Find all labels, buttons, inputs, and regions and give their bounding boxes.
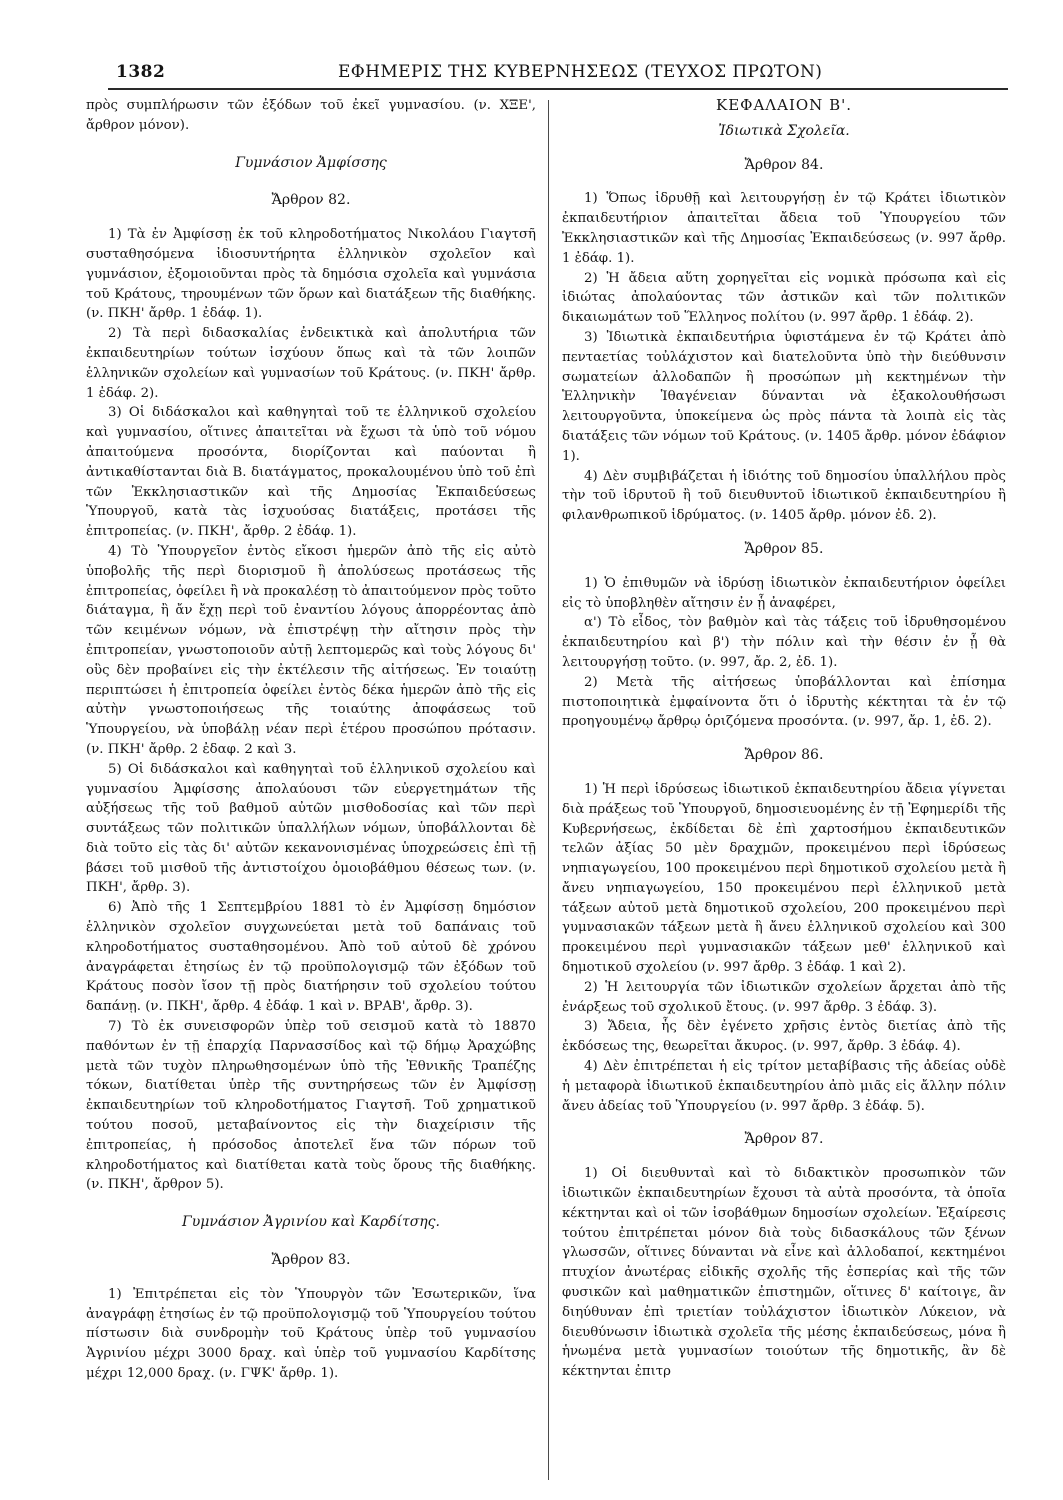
header-rule — [108, 88, 1008, 90]
right-column — [562, 96, 1006, 1382]
running-title: ΕΦΗΜΕΡΙΣ ΤΗΣ ΚΥΒΕΡΝΗΣΕΩΣ (ΤΕΥΧΟΣ ΠΡΩΤΟΝ) — [338, 62, 823, 82]
article-82-par-5: 5) Οἱ διδάσκαλοι καὶ καθηγηταὶ τοῦ ἑλληνικοῦ σχολείου καὶ γυμνασίου Ἀμφίσσης ἀπολαύουσι τῶν εὐεργετημάτων τῆς αὐξήσεως τῆς τοῦ βαθμοῦ αὐτῶν μισθοδοσίας καὶ τῶν περὶ συντάξεως τῶν πολιτικῶν ὑπαλλήλων νόμων, ὑποβάλλονται δὲ διὰ τοῦτο εἰς τὰς δι' αὐτῶν κεκανονισμένας ὑποχρεώσεις ἐπὶ τῇ βάσει τοῦ μισθοῦ τῆς ἀντιστοίχου ὁμοιοβάθμου θέσεως των. (ν. ΠΚΗ', ἄρθρ. 3). — [86, 761, 536, 896]
article-82-par-6: 6) Ἀπὸ τῆς 1 Σεπτεμβρίου 1881 τὸ ἐν Ἀμφίσσῃ δημόσιον ἑλληνικὸν σχολεῖον συγχωνεύεται μετὰ τοῦ δαπάναις τοῦ κληροδοτήματος συσταθησομένου. Ἀπὸ τοῦ αὐτοῦ δὲ χρόνου ἀναγράφεται ἐτησίως ἐν τῷ προϋπολογισμῷ τῶν ἐξόδων τοῦ Κράτους ποσὸν ἴσον τῇ πρὸς διατήρησιν τοῦ σχολείου τούτου δαπάνῃ. (ν. ΠΚΗ', ἄρθρ. 4 ἐδάφ. 1 καὶ ν. ΒΡΑΒ', ἄρθρ. 3). — [86, 900, 536, 1015]
article-82-par-1: 1) Τὰ ἐν Ἀμφίσσῃ ἐκ τοῦ κληροδοτήματος Νικολάου Γιαγτσῆ συσταθησόμενα ἰδιοσυντήρητα ἑλληνικὸν σχολεῖον καὶ γυμνάσιον, ἐξομοιοῦνται πρὸς τὰ δημόσια σχολεῖα καὶ γυμνάσια τοῦ Κράτους, τηρουμένων τῶν ὅρων καὶ διατάξεων τῆς διαθήκης. (ν. ΠΚΗ' ἄρθρ. 1 ἐδάφ. 1). — [86, 227, 536, 322]
page-header — [78, 48, 1008, 90]
article-85-par-1a: α') Τὸ εἶδος, τὸν βαθμὸν καὶ τὰς τάξεις τοῦ ἱδρυθησομένου ἐκπαιδευτηρίου καὶ β') τὴν πόλιν καὶ τὴν θέσιν ἐν ᾗ θὰ λειτουργήσῃ τοῦτο. (ν. 997, ἄρ. 2, ἐδ. 1). — [562, 615, 1006, 670]
chapter-title: ΚΕΦΑΛΑΙΟΝ Β'. — [716, 96, 852, 114]
page-number: 1382 — [116, 62, 166, 82]
article-83-par-1: 1) Ἐπιτρέπεται εἰς τὸν Ὑπουργὸν τῶν Ἐσωτερικῶν, ἵνα ἀναγράφῃ ἐτησίως ἐν τῷ προϋπολογισμῷ τοῦ Ὑπουργείου τούτου πίστωσιν διὰ συνδρομὴν τοῦ Κράτους ὑπὲρ τοῦ γυμνασίου Ἀγρινίου μέχρι 3000 δραχ. καὶ ὑπὲρ τοῦ γυμνασίου Καρδίτσης μέχρι 12,000 δραχ. (ν. ΓΨΚ' ἄρθρ. 1). — [86, 1286, 536, 1382]
article-86-par-3: 3) Ἄδεια, ἧς δὲν ἐγένετο χρῆσις ἐντὸς διετίας ἀπὸ τῆς ἐκδόσεως της, θεωρεῖται ἄκυρος. (ν. 997, ἄρθρ. 3 ἐδάφ. 4). — [562, 1019, 1006, 1055]
section-title-amfissa: Γυμνάσιον Ἀμφίσσης — [235, 154, 387, 171]
article-85-title: Ἄρθρον 85. — [744, 540, 824, 557]
left-column — [86, 96, 536, 1384]
article-87-par-1: 1) Οἱ διευθυνταὶ καὶ τὸ διδακτικὸν προσωπικὸν τῶν ἰδιωτικῶν ἐκπαιδευτηρίων ἔχουσι τὰ αὐτὰ προσόντα, τὰ ὁποῖα κέκτηνται καὶ οἱ τῶν ἰσοβάθμων δημοσίων σχολείων. Ἐξαίρεσις τούτου ἐπιτρέπεται μόνον διὰ τοὺς διδασκάλους τῶν ξένων γλωσσῶν, οἵτινες δύνανται νὰ εἶνε καὶ ἀλλοδαποί, κεκτημένοι πτυχίον ἀνωτέρας εἰδικῆς σχολῆς τῆς ἑσπερίας καὶ τῆς τῶν φυσικῶν καὶ μαθηματικῶν ἐπιστημῶν, οἵτινες δ' καίτοιγε, ἂν διηύθυναν ἐπὶ τριετίαν τοὐλάχιστον ἰδιωτικὸν Λύκειον, νὰ διευθύνωσιν ἰδιωτικὰ σχολεῖα τῆς μέσης ἐκπαιδεύσεως, μόνα ἢ ἡνωμένα μετὰ γυμνασίων τοιούτων τῆς δημοτικῆς, ἂν δὲ κέκτηνται ἐπιτρ — [562, 1166, 1006, 1380]
article-84-par-2: 2) Ἡ ἄδεια αὕτη χορηγεῖται εἰς νομικὰ πρόσωπα καὶ εἰς ἰδιώτας ἀπολαύοντας τῶν ἀστικῶν καὶ τῶν πολιτικῶν δικαιωμάτων τοῦ Ἕλληνος πολίτου (ν. 997 ἄρθρ. 1 ἐδάφ. 2). — [562, 270, 1006, 326]
article-86-par-4: 4) Δὲν ἐπιτρέπεται ἡ εἰς τρίτον μεταβίβασις τῆς ἀδείας οὐδὲ ἡ μεταφορὰ ἰδιωτικοῦ ἐκπαιδευτηρίου ἀπὸ μιᾶς εἰς ἄλλην πόλιν ἄνευ ἀδείας τοῦ Ὑπουργείου (ν. 997 ἄρθρ. 3 ἐδάφ. 5). — [562, 1059, 1006, 1114]
article-82-par-4: 4) Τὸ Ὑπουργεῖον ἐντὸς εἴκοσι ἡμερῶν ἀπὸ τῆς εἰς αὐτὸ ὑποβολῆς τῆς περὶ διορισμοῦ ἢ ἀπολύσεως προτάσεως τῆς ἐπιτροπείας, ὀφείλει ἢ νὰ προκαλέσῃ τὸ ἀπαιτούμενον πρὸς τοῦτο διάταγμα, ἢ ἄν ἔχῃ περὶ τοῦ ἐναντίου λόγους ἀπορρέοντας ἀπὸ τῶν κειμένων νόμων, νὰ ἐπιστρέψῃ τὴν αἴτησιν πρὸς τὴν ἐπιτροπείαν, γνωστοποιοῦν αὐτῇ λεπτομερῶς καὶ τοὺς λόγους δι' οὓς δὲν προβαίνει εἰς τὴν ἐκτέλεσιν τῆς αἰτήσεως. Ἐν τοιαύτῃ περιπτώσει ἡ ἐπιτροπεία ὀφείλει ἐντὸς δέκα ἡμερῶν ἀπὸ τῆς εἰς αὐτὴν γνωστοποιήσεως τῆς τοιαύτης ἀποφάσεως τοῦ Ὑπουργείου, νὰ ὑποβάλῃ νέαν περὶ ἑτέρου προσώπου πρότασιν. (ν. ΠΚΗ' ἄρθρ. 2 ἐδαφ. 2 καὶ 3. — [86, 543, 536, 757]
article-85-par-1: 1) Ὁ ἐπιθυμῶν νὰ ἱδρύσῃ ἰδιωτικὸν ἐκπαιδευτήριον ὀφείλει εἰς τὸ ὑποβληθὲν αἴτησιν ἐν ᾗ ἀναφέρει, — [562, 575, 1006, 611]
article-84-par-4: 4) Δὲν συμβιβάζεται ἡ ἰδιότης τοῦ δημοσίου ὑπαλλήλου πρὸς τὴν τοῦ ἱδρυτοῦ ἢ τοῦ διευθυντοῦ ἰδιωτικοῦ ἐκπαιδευτηρίου ἢ φιλανθρωπικοῦ ἱδρύματος. (ν. 1405 ἄρθρ. μόνον ἐδ. 2). — [562, 468, 1006, 524]
article-84-par-3: 3) Ἰδιωτικὰ ἐκπαιδευτήρια ὑφιστάμενα ἐν τῷ Κράτει ἀπὸ πενταετίας τοὐλάχιστον καὶ διατελοῦντα ὑπὸ τὴν διεύθυνσιν σωματείων ἀλλοδαπῶν ἢ προσώπων μὴ κεκτημένων τὴν Ἑλληνικὴν Ἰθαγένειαν δύνανται νὰ ἐξακολουθήσωσι λειτουργοῦντα, ὑποκείμενα ὡς πρὸς πάντα τὰ λοιπὰ εἰς τὰς διατάξεις τῶν νόμων τοῦ Κράτους. (ν. 1405 ἄρθρ. μόνον ἐδάφιον 1). — [562, 329, 1006, 464]
article-84-par-1: 1) Ὅπως ἱδρυθῇ καὶ λειτουργήσῃ ἐν τῷ Κράτει ἰδιωτικὸν ἐκπαιδευτήριον ἀπαιτεῖται ἄδεια τοῦ Ὑπουργείου τῶν Ἐκκλησιαστικῶν καὶ τῆς Δημοσίας Ἐκπαιδεύσεως (ν. 997 ἄρθρ. 1 ἐδάφ. 1). — [562, 191, 1006, 266]
article-87-title: Ἄρθρον 87. — [744, 1131, 824, 1148]
article-82-par-2: 2) Τὰ περὶ διδασκαλίας ἐνδεικτικὰ καὶ ἀπολυτήρια τῶν ἐκπαιδευτηρίων τούτων ἰσχύουν ὅπως καὶ τὰ τῶν λοιπῶν ἑλληνικῶν σχολείων καὶ γυμνασίων τοῦ Κράτους. (ν. ΠΚΗ' ἄρθρ. 1 ἐδάφ. 2). — [86, 326, 536, 401]
article-82-par-3: 3) Οἱ διδάσκαλοι καὶ καθηγηταὶ τοῦ τε ἑλληνικοῦ σχολείου καὶ γυμνασίου, οἵτινες ἀπαιτεῖται νὰ ἔχωσι τὰ ὑπὸ τοῦ νόμου ἀπαιτούμενα προσόντα, διορίζονται καὶ παύονται ἢ ἀντικαθίστανται διὰ Β. διατάγματος, προκαλουμένου ὑπὸ τοῦ ἐπὶ τῶν Ἐκκλησιαστικῶν καὶ τῆς Δημοσίας Ἐκπαιδεύσεως Ὑπουργοῦ, κατὰ τὰς ἰσχυούσας διατάξεις, προτάσει τῆς ἐπιτροπείας. (ν. ΠΚΗ', ἄρθρ. 2 ἐδάφ. 1). — [86, 405, 536, 540]
article-86-title: Ἄρθρον 86. — [744, 747, 824, 764]
article-82-par-7: 7) Τὸ ἐκ συνεισφορῶν ὑπὲρ τοῦ σεισμοῦ κατὰ τὸ 18870 παθόντων ἐν τῇ ἐπαρχίᾳ Παρνασσίδος καὶ τῷ δήμῳ Ἀραχώβης μετὰ τῶν τυχὸν πληρωθησομένων ὑπὸ τῆς Ἐθνικῆς Τραπέζης τόκων, διατίθεται ὑπὲρ τῆς συντηρήσεως τῶν ἐν Ἀμφίσσῃ ἐκπαιδευτηρίων τοῦ κληροδοτήματος Γιαγτσῆ. Τοῦ χρηματικοῦ τούτου ποσοῦ, μεταβαίνοντος εἰς τὴν διαχείρισιν τῆς ἐπιτροπείας, ἡ πρόσοδος ἀποτελεῖ ἕνα τῶν πόρων τοῦ κληροδοτήματος καὶ διατίθεται κατὰ τοὺς ὅρους τῆς διαθήκης. (ν. ΠΚΗ', ἄρθρον 5). — [86, 1019, 536, 1193]
article-82-title: Ἄρθρον 82. — [271, 192, 351, 209]
article-84-title: Ἄρθρον 84. — [744, 156, 824, 173]
article-85-par-2: 2) Μετὰ τῆς αἰτήσεως ὑποβάλλονται καὶ ἐπίσημα πιστοποιητικὰ ἐμφαίνοντα ὅτι ὁ ἱδρυτὴς κέκτηται τὰ ἐν τῷ προηγουμένῳ ἄρθρῳ ὁριζόμενα προσόντα. (ν. 997, ἄρ. 1, ἐδ. 2). — [562, 674, 1006, 730]
intro-paragraph: πρὸς συμπλήρωσιν τῶν ἐξόδων τοῦ ἐκεῖ γυμνασίου. (ν. ΧΞΕ', ἄρθρον μόνον). — [86, 98, 536, 133]
section-title-agrinio: Γυμνάσιον Ἀγρινίου καὶ Καρδίτσης. — [182, 1214, 440, 1231]
article-86-par-2: 2) Ἡ λειτουργία τῶν ἰδιωτικῶν σχολείων ἄρχεται ἀπὸ τῆς ἐνάρξεως τοῦ σχολικοῦ ἔτους. (ν. 997 ἄρθρ. 3 ἐδάφ. 3). — [562, 979, 1006, 1015]
column-divider — [548, 100, 549, 1480]
chapter-subtitle: Ἰδιωτικὰ Σχολεῖα. — [718, 122, 850, 139]
article-83-title: Ἄρθρον 83. — [271, 1252, 351, 1269]
article-86-par-1: 1) Ἡ περὶ ἱδρύσεως ἰδιωτικοῦ ἐκπαιδευτηρίου ἄδεια γίγνεται διὰ πράξεως τοῦ Ὑπουργοῦ, δημοσιευομένης ἐν τῇ Ἐφημερίδι τῆς Κυβερνήσεως, ἐκδίδεται δὲ ἐπὶ χαρτοσήμου ἐκπαιδευτικῶν τελῶν ἀξίας 50 μὲν δραχμῶν, προκειμένου περὶ ἱδρύσεως νηπιαγωγείου, 100 προκειμένου περὶ δημοτικοῦ σχολείου μετὰ ἢ ἄνευ νηπιαγωγείου, 150 προκειμένου περὶ ἑλληνικοῦ μετὰ τάξεων αὐτοῦ μετὰ δημοτικοῦ σχολείου, 200 προκειμένου περὶ γυμνασιακῶν τάξεων μετὰ ἢ ἄνευ ἑλληνικοῦ σχολείου καὶ 300 προκειμένου περὶ γυμνασιακῶν τάξεων μεθ' ἑλληνικοῦ καὶ δημοτικοῦ σχολείου (ν. 997 ἄρθρ. 3 ἐδάφ. 1 καὶ 2). — [562, 781, 1006, 976]
